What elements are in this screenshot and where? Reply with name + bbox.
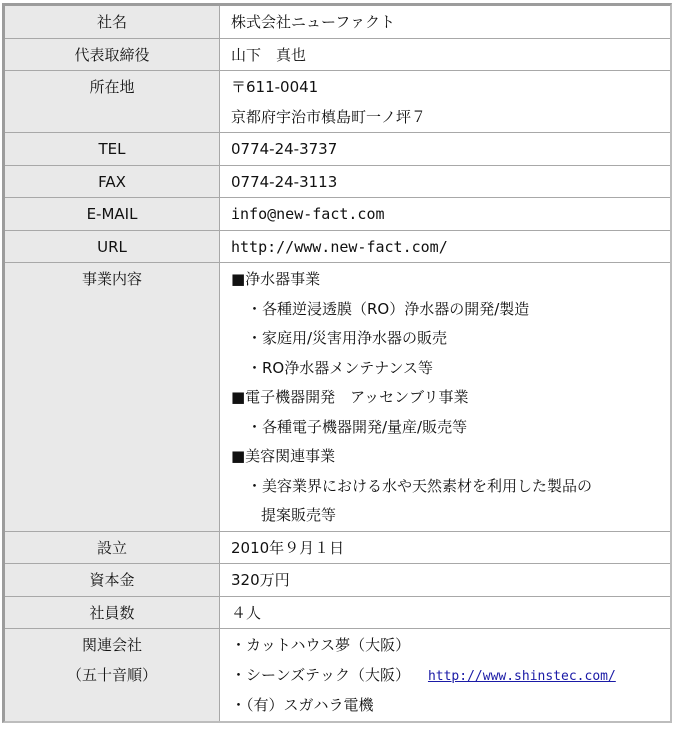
- row-established: [5, 532, 670, 565]
- label-tel: TEL: [5, 133, 220, 166]
- label-established: 設立: [5, 532, 220, 565]
- label-url: URL: [5, 231, 220, 264]
- label-related-line1: 関連会社: [81, 636, 142, 654]
- value-address: [220, 71, 670, 133]
- related-company-name: ・シーンズテック（大阪）: [231, 665, 410, 684]
- address-line: 京都府宇治市槙島町一ノ坪７: [231, 107, 427, 126]
- row-business: [5, 263, 670, 532]
- label-address: 所在地: [5, 71, 220, 133]
- business-item: ・各種電子機器開発/量産/販売等: [247, 417, 468, 436]
- row-representative: [5, 39, 670, 72]
- business-item-continuation: 提案販売等: [261, 506, 337, 524]
- value-url[interactable]: http://www.new-fact.com/: [220, 231, 670, 264]
- row-tel: [5, 133, 670, 166]
- label-related-line2: （五十音順）: [66, 665, 157, 684]
- label-company-name: 社名: [5, 6, 220, 39]
- business-item: ・RO浄水器メンテナンス等: [247, 358, 434, 377]
- value-established: 2010年９月１日: [220, 532, 670, 565]
- label-business: 事業内容: [5, 263, 220, 532]
- row-fax: [5, 166, 670, 199]
- related-company-link[interactable]: http://www.shinstec.com/: [427, 668, 616, 684]
- value-related: [220, 629, 670, 721]
- related-company: ・カットハウス夢（大阪）: [231, 636, 411, 654]
- business-item: ・家庭用/災害用浄水器の販売: [247, 329, 448, 347]
- label-employees: 社員数: [5, 597, 220, 630]
- label-related: [5, 629, 220, 721]
- value-representative: 山下 真也: [220, 39, 670, 72]
- related-company: [231, 661, 670, 692]
- value-fax: 0774-24-3113: [220, 166, 670, 199]
- value-email[interactable]: info@new-fact.com: [220, 198, 670, 231]
- label-fax: FAX: [5, 166, 220, 199]
- row-employees: [5, 597, 670, 630]
- company-profile-table: [2, 3, 672, 723]
- related-company: ・（有）スガハラ電機: [231, 696, 374, 714]
- business-heading: ■美容関連事業: [231, 447, 336, 465]
- business-item: ・各種逆浸透膜（RO）浄水器の開発/製造: [247, 299, 530, 318]
- label-email: E-MAIL: [5, 198, 220, 231]
- label-capital: 資本金: [5, 564, 220, 597]
- label-representative: 代表取締役: [5, 39, 220, 72]
- business-item: ・美容業界における水や天然素材を利用した製品の: [247, 476, 593, 495]
- address-postal: 〒611-0041: [231, 78, 319, 96]
- value-employees: ４人: [220, 597, 670, 630]
- value-company-name: 株式会社ニューファクト: [220, 6, 670, 39]
- row-url: [5, 231, 670, 264]
- row-company-name: [5, 6, 670, 39]
- row-capital: [5, 564, 670, 597]
- value-tel: 0774-24-3737: [220, 133, 670, 166]
- business-heading: ■浄水器事業: [231, 270, 321, 288]
- value-capital: 320万円: [220, 564, 670, 597]
- business-heading: ■電子機器開発 アッセンブリ事業: [231, 388, 469, 406]
- row-related: [5, 629, 670, 721]
- value-business: [220, 263, 670, 532]
- row-address: [5, 71, 670, 133]
- row-email: [5, 198, 670, 231]
